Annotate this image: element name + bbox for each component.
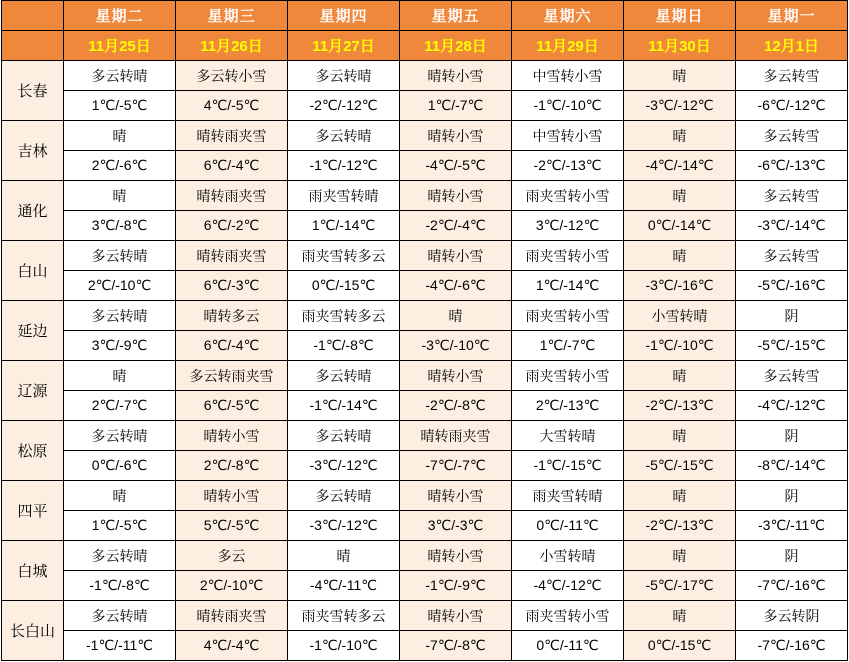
temp-cell: 2℃/-10℃ <box>176 571 288 601</box>
weather-cell: 晴转雨夹雪 <box>176 181 288 211</box>
corner-cell <box>2 1 64 31</box>
weather-cell: 阴 <box>736 421 848 451</box>
temp-cell: -1℃/-8℃ <box>64 571 176 601</box>
temp-cell: -7℃/-8℃ <box>400 631 512 661</box>
weather-cell: 雨夹雪转晴 <box>512 481 624 511</box>
city-label: 吉林 <box>2 121 64 181</box>
temp-cell: -5℃/-16℃ <box>736 271 848 301</box>
city-temp-row <box>2 271 848 301</box>
city-temp-row <box>2 451 848 481</box>
city-temp-row <box>2 211 848 241</box>
weather-cell: 晴 <box>624 121 736 151</box>
weather-cell: 晴转小雪 <box>400 241 512 271</box>
weather-cell: 晴 <box>64 181 176 211</box>
weekday-header: 星期五 <box>400 1 512 31</box>
weather-cell: 晴 <box>624 61 736 91</box>
temp-cell: -5℃/-15℃ <box>736 331 848 361</box>
city-weather-row <box>2 301 848 331</box>
temp-cell: 0℃/-15℃ <box>624 631 736 661</box>
weather-cell: 多云转雪 <box>736 61 848 91</box>
weather-cell: 晴 <box>624 181 736 211</box>
city-temp-row <box>2 631 848 661</box>
city-weather-row <box>2 481 848 511</box>
city-label: 白城 <box>2 541 64 601</box>
temp-cell: -3℃/-12℃ <box>624 91 736 121</box>
weather-cell: 中雪转小雪 <box>512 121 624 151</box>
weather-cell: 晴转小雪 <box>400 541 512 571</box>
weather-cell: 晴转雨夹雪 <box>176 121 288 151</box>
weather-cell: 多云转雪 <box>736 181 848 211</box>
weather-cell: 晴 <box>624 601 736 631</box>
date-header: 11月27日 <box>288 31 400 61</box>
temp-cell: -2℃/-8℃ <box>400 391 512 421</box>
weather-cell: 雨夹雪转小雪 <box>512 241 624 271</box>
city-weather-row <box>2 361 848 391</box>
weather-cell: 多云转晴 <box>288 421 400 451</box>
temp-cell: 4℃/-5℃ <box>176 91 288 121</box>
temp-cell: 0℃/-6℃ <box>64 451 176 481</box>
temp-cell: -5℃/-15℃ <box>624 451 736 481</box>
date-header: 11月30日 <box>624 31 736 61</box>
temp-cell: -5℃/-17℃ <box>624 571 736 601</box>
weather-cell: 大雪转晴 <box>512 421 624 451</box>
temp-cell: -2℃/-13℃ <box>624 391 736 421</box>
temp-cell: 6℃/-4℃ <box>176 151 288 181</box>
temp-cell: -1℃/-10℃ <box>288 631 400 661</box>
date-header: 11月26日 <box>176 31 288 61</box>
weather-cell: 晴 <box>624 481 736 511</box>
header-row-weekdays <box>2 1 848 31</box>
weekday-header: 星期四 <box>288 1 400 31</box>
temp-cell: 1℃/-14℃ <box>512 271 624 301</box>
weather-cell: 阴 <box>736 541 848 571</box>
temp-cell: 2℃/-10℃ <box>64 271 176 301</box>
weather-cell: 雨夹雪转小雪 <box>512 361 624 391</box>
city-weather-row <box>2 181 848 211</box>
temp-cell: 3℃/-9℃ <box>64 331 176 361</box>
temp-cell: -3℃/-12℃ <box>288 511 400 541</box>
city-weather-row <box>2 541 848 571</box>
temp-cell: 0℃/-11℃ <box>512 631 624 661</box>
city-label: 松原 <box>2 421 64 481</box>
city-weather-row <box>2 601 848 631</box>
weather-cell: 多云转雨夹雪 <box>176 361 288 391</box>
weather-cell: 阴 <box>736 301 848 331</box>
weather-cell: 多云转晴 <box>64 301 176 331</box>
temp-cell: -1℃/-8℃ <box>288 331 400 361</box>
weekday-header: 星期六 <box>512 1 624 31</box>
weather-cell: 晴转小雪 <box>176 481 288 511</box>
header-row-dates <box>2 31 848 61</box>
weather-cell: 晴转小雪 <box>400 481 512 511</box>
temp-cell: 1℃/-5℃ <box>64 91 176 121</box>
temp-cell: 1℃/-7℃ <box>400 91 512 121</box>
city-label: 延边 <box>2 301 64 361</box>
temp-cell: 3℃/-12℃ <box>512 211 624 241</box>
city-weather-row <box>2 421 848 451</box>
temp-cell: -6℃/-13℃ <box>736 151 848 181</box>
weather-cell: 晴转雨夹雪 <box>176 601 288 631</box>
weather-cell: 中雪转小雪 <box>512 61 624 91</box>
weather-cell: 晴 <box>64 121 176 151</box>
temp-cell: 3℃/-8℃ <box>64 211 176 241</box>
weather-cell: 晴转小雪 <box>400 601 512 631</box>
temp-cell: -1℃/-14℃ <box>288 391 400 421</box>
weather-cell: 雨夹雪转晴 <box>288 181 400 211</box>
weekday-header: 星期日 <box>624 1 736 31</box>
city-weather-row <box>2 61 848 91</box>
temp-cell: -1℃/-10℃ <box>624 331 736 361</box>
corner-cell <box>2 31 64 61</box>
weekday-header: 星期二 <box>64 1 176 31</box>
temp-cell: -1℃/-10℃ <box>512 91 624 121</box>
weather-cell: 晴转雨夹雪 <box>400 421 512 451</box>
temp-cell: -4℃/-11℃ <box>288 571 400 601</box>
weather-cell: 晴 <box>624 421 736 451</box>
weather-cell: 晴 <box>64 481 176 511</box>
weather-cell: 多云转晴 <box>64 421 176 451</box>
weather-cell: 雨夹雪转小雪 <box>512 181 624 211</box>
weather-cell: 晴 <box>624 241 736 271</box>
temp-cell: 2℃/-7℃ <box>64 391 176 421</box>
temp-cell: -3℃/-16℃ <box>624 271 736 301</box>
temp-cell: 4℃/-4℃ <box>176 631 288 661</box>
temp-cell: -1℃/-12℃ <box>288 151 400 181</box>
weather-cell: 晴转小雪 <box>400 61 512 91</box>
weather-cell: 雨夹雪转小雪 <box>512 601 624 631</box>
city-weather-row <box>2 241 848 271</box>
city-weather-row <box>2 121 848 151</box>
temp-cell: 6℃/-4℃ <box>176 331 288 361</box>
city-label: 长春 <box>2 61 64 121</box>
weather-cell: 阴 <box>736 481 848 511</box>
weather-cell: 雨夹雪转多云 <box>288 301 400 331</box>
weather-cell: 多云转晴 <box>288 61 400 91</box>
weather-cell: 晴转小雪 <box>400 121 512 151</box>
date-header: 12月1日 <box>736 31 848 61</box>
temp-cell: -1℃/-15℃ <box>512 451 624 481</box>
city-temp-row <box>2 91 848 121</box>
temp-cell: 1℃/-7℃ <box>512 331 624 361</box>
weather-cell: 多云转晴 <box>64 541 176 571</box>
weather-cell: 晴转小雪 <box>400 361 512 391</box>
weather-cell: 多云转雪 <box>736 241 848 271</box>
city-label: 长白山 <box>2 601 64 661</box>
weather-cell: 晴 <box>624 361 736 391</box>
weather-cell: 多云 <box>176 541 288 571</box>
temp-cell: 3℃/-3℃ <box>400 511 512 541</box>
weather-cell: 多云转阴 <box>736 601 848 631</box>
temp-cell: -4℃/-6℃ <box>400 271 512 301</box>
temp-cell: 0℃/-11℃ <box>512 511 624 541</box>
temp-cell: -4℃/-12℃ <box>512 571 624 601</box>
weather-cell: 多云转晴 <box>64 241 176 271</box>
weather-cell: 晴 <box>624 541 736 571</box>
city-temp-row <box>2 391 848 421</box>
weather-cell: 多云转雪 <box>736 121 848 151</box>
weather-cell: 多云转晴 <box>64 601 176 631</box>
weather-cell: 多云转晴 <box>64 61 176 91</box>
city-temp-row <box>2 331 848 361</box>
weather-cell: 小雪转晴 <box>512 541 624 571</box>
temp-cell: -4℃/-14℃ <box>624 151 736 181</box>
weather-cell: 晴转小雪 <box>400 181 512 211</box>
temp-cell: -1℃/-9℃ <box>400 571 512 601</box>
temp-cell: 6℃/-5℃ <box>176 391 288 421</box>
temp-cell: 5℃/-5℃ <box>176 511 288 541</box>
weather-forecast-table <box>1 0 848 661</box>
city-label: 四平 <box>2 481 64 541</box>
city-label: 通化 <box>2 181 64 241</box>
weather-cell: 雨夹雪转多云 <box>288 601 400 631</box>
temp-cell: -8℃/-14℃ <box>736 451 848 481</box>
weather-cell: 晴转多云 <box>176 301 288 331</box>
temp-cell: -3℃/-10℃ <box>400 331 512 361</box>
weather-cell: 晴 <box>400 301 512 331</box>
temp-cell: 0℃/-14℃ <box>624 211 736 241</box>
weather-cell: 雨夹雪转多云 <box>288 241 400 271</box>
weekday-header: 星期一 <box>736 1 848 31</box>
temp-cell: 2℃/-8℃ <box>176 451 288 481</box>
temp-cell: -6℃/-12℃ <box>736 91 848 121</box>
temp-cell: -1℃/-11℃ <box>64 631 176 661</box>
temp-cell: -2℃/-13℃ <box>512 151 624 181</box>
temp-cell: 1℃/-5℃ <box>64 511 176 541</box>
weather-cell: 晴转雨夹雪 <box>176 241 288 271</box>
city-temp-row <box>2 571 848 601</box>
weather-cell: 晴转小雪 <box>176 421 288 451</box>
date-header: 11月25日 <box>64 31 176 61</box>
city-label: 辽源 <box>2 361 64 421</box>
city-temp-row <box>2 151 848 181</box>
temp-cell: -2℃/-4℃ <box>400 211 512 241</box>
weather-cell: 晴 <box>288 541 400 571</box>
temp-cell: -2℃/-13℃ <box>624 511 736 541</box>
temp-cell: 2℃/-6℃ <box>64 151 176 181</box>
temp-cell: -2℃/-12℃ <box>288 91 400 121</box>
temp-cell: 2℃/-13℃ <box>512 391 624 421</box>
temp-cell: -4℃/-12℃ <box>736 391 848 421</box>
temp-cell: -7℃/-7℃ <box>400 451 512 481</box>
city-label: 白山 <box>2 241 64 301</box>
temp-cell: 6℃/-3℃ <box>176 271 288 301</box>
weekday-header: 星期三 <box>176 1 288 31</box>
weather-cell: 多云转晴 <box>288 481 400 511</box>
weather-cell: 雨夹雪转小雪 <box>512 301 624 331</box>
weather-cell: 多云转雪 <box>736 361 848 391</box>
temp-cell: 0℃/-15℃ <box>288 271 400 301</box>
temp-cell: 1℃/-14℃ <box>288 211 400 241</box>
temp-cell: -3℃/-11℃ <box>736 511 848 541</box>
weather-cell: 多云转晴 <box>288 361 400 391</box>
temp-cell: -7℃/-16℃ <box>736 571 848 601</box>
weather-cell: 小雪转晴 <box>624 301 736 331</box>
temp-cell: -3℃/-12℃ <box>288 451 400 481</box>
temp-cell: -3℃/-14℃ <box>736 211 848 241</box>
weather-cell: 多云转晴 <box>288 121 400 151</box>
temp-cell: -7℃/-16℃ <box>736 631 848 661</box>
temp-cell: 6℃/-2℃ <box>176 211 288 241</box>
temp-cell: -4℃/-5℃ <box>400 151 512 181</box>
date-header: 11月29日 <box>512 31 624 61</box>
date-header: 11月28日 <box>400 31 512 61</box>
weather-cell: 晴 <box>64 361 176 391</box>
city-temp-row <box>2 511 848 541</box>
weather-cell: 多云转小雪 <box>176 61 288 91</box>
